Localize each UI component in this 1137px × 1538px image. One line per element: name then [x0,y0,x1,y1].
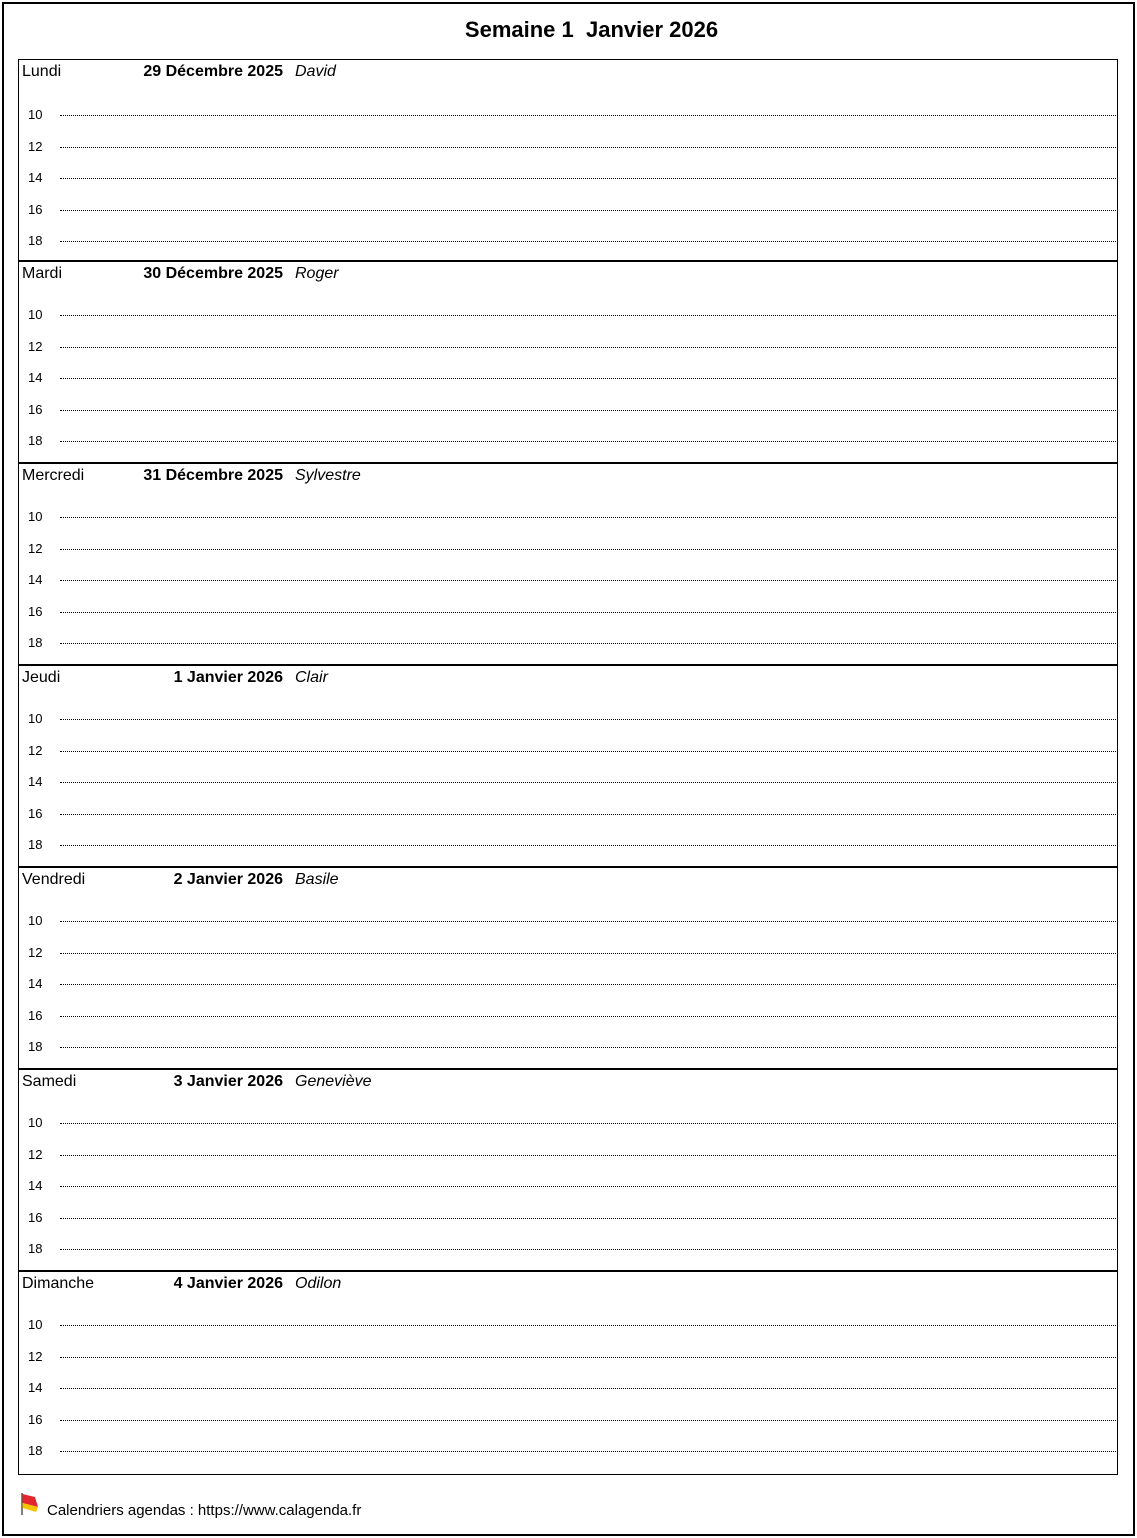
hour-label: 14 [28,1380,43,1395]
hour-label: 16 [28,604,43,619]
hour-line [60,115,1116,116]
hour-label: 12 [28,541,43,556]
page-title: Semaine 1 Janvier 2026 [464,17,719,42]
hour-line [60,1420,1116,1421]
hour-label: 14 [28,774,43,789]
day-block-samedi [19,1068,1117,1270]
hour-label: 16 [28,1210,43,1225]
day-date: 31 Décembre 2025 [143,467,283,484]
hour-line [60,580,1116,581]
day-name: Samedi [22,1073,77,1090]
hour-line [60,1325,1116,1326]
hour-label: 16 [28,1412,43,1427]
hour-label: 16 [28,402,43,417]
hour-label: 12 [28,139,43,154]
day-date: 4 Janvier 2026 [173,1275,283,1292]
hour-label: 14 [28,170,43,185]
hour-label: 18 [28,1443,43,1458]
hour-line [60,410,1116,411]
hour-line [60,147,1116,148]
hour-line [60,517,1116,518]
hour-line [60,1249,1116,1250]
hour-label: 10 [28,107,43,122]
calagenda-flag-icon [21,1493,39,1515]
day-name: Vendredi [22,871,86,888]
hour-label: 10 [28,1115,43,1130]
hour-line [60,612,1116,613]
hour-line [60,178,1116,179]
hour-line [60,1357,1116,1358]
day-block-dimanche [19,1270,1117,1473]
day-name: Mercredi [22,467,85,484]
day-saint: Geneviève [295,1073,372,1090]
day-saint: Odilon [295,1275,342,1292]
day-date: 2 Janvier 2026 [173,871,283,888]
hour-label: 18 [28,837,43,852]
hour-line [60,814,1116,815]
hour-label: 10 [28,711,43,726]
hour-line [60,1388,1116,1389]
day-block-lundi [19,60,1117,262]
hour-label: 14 [28,1178,43,1193]
day-name: Dimanche [22,1275,95,1292]
hour-label: 14 [28,572,43,587]
hour-line [60,921,1116,922]
day-date: 30 Décembre 2025 [143,265,283,282]
hour-line [60,241,1116,242]
day-saint: Roger [295,265,339,282]
hour-label: 16 [28,1008,43,1023]
hour-label: 18 [28,1039,43,1054]
hour-line [60,1123,1116,1124]
hour-line [60,347,1116,348]
hour-label: 18 [28,1241,43,1256]
hour-label: 12 [28,1147,43,1162]
hour-label: 16 [28,202,43,217]
day-block-jeudi [19,664,1117,866]
hour-line [60,953,1116,954]
hour-line [60,1218,1116,1219]
day-saint: David [295,63,336,80]
day-name: Mardi [22,265,63,282]
hour-line [60,549,1116,550]
hour-label: 10 [28,1317,43,1332]
hour-label: 10 [28,509,43,524]
hour-line [60,845,1116,846]
hour-label: 14 [28,370,43,385]
hour-label: 10 [28,913,43,928]
week-planner [18,59,1118,1475]
hour-line [60,643,1116,644]
hour-line [60,984,1116,985]
day-name: Lundi [22,63,62,80]
day-date: 1 Janvier 2026 [173,669,283,686]
hour-label: 14 [28,976,43,991]
hour-label: 10 [28,307,43,322]
hour-line [60,751,1116,752]
day-name: Jeudi [22,669,61,686]
hour-line [60,1186,1116,1187]
hour-label: 18 [28,233,43,248]
hour-label: 16 [28,806,43,821]
day-saint: Sylvestre [295,467,361,484]
day-saint: Basile [295,871,339,888]
hour-label: 18 [28,433,43,448]
day-date: 29 Décembre 2025 [143,63,283,80]
hour-line [60,1047,1116,1048]
hour-line [60,719,1116,720]
hour-line [60,441,1116,442]
day-saint: Clair [295,669,328,686]
hour-label: 12 [28,743,43,758]
hour-line [60,782,1116,783]
hour-line [60,315,1116,316]
hour-line [60,210,1116,211]
day-date: 3 Janvier 2026 [173,1073,283,1090]
day-block-mercredi [19,462,1117,664]
hour-label: 12 [28,1349,43,1364]
day-block-mardi [19,260,1117,462]
hour-label: 12 [28,945,43,960]
hour-line [60,1451,1116,1452]
hour-line [60,1016,1116,1017]
footer-link-text[interactable]: Calendriers agendas : https://www.calagenda.fr [47,1502,362,1519]
hour-label: 18 [28,635,43,650]
hour-line [60,1155,1116,1156]
hour-label: 12 [28,339,43,354]
day-block-vendredi [19,866,1117,1068]
hour-line [60,378,1116,379]
